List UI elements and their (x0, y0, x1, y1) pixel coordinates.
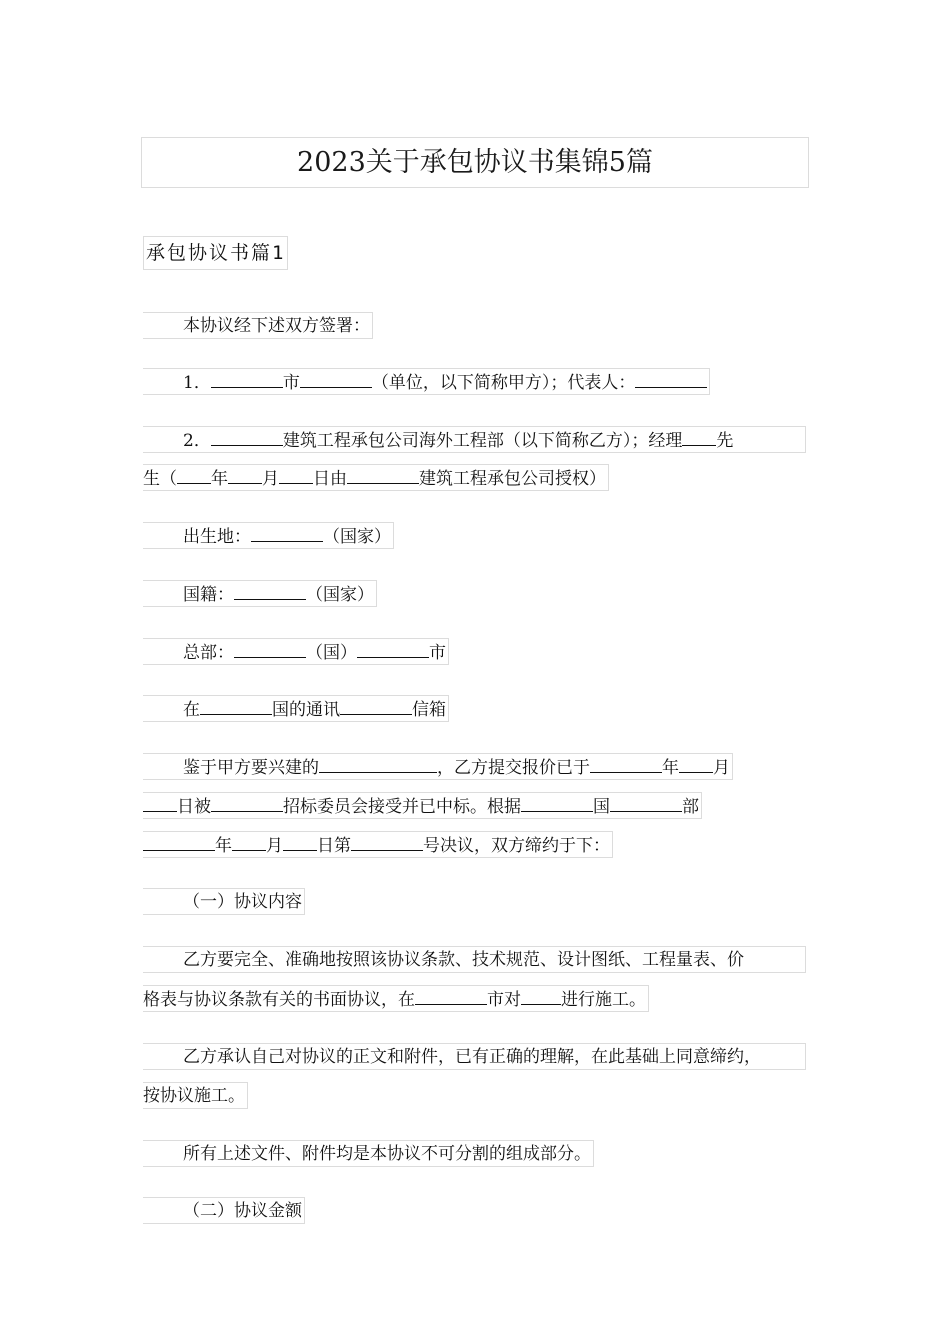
whereas-line-1 (143, 753, 733, 780)
party2-title: 先 (716, 431, 734, 451)
paragraph-text: 所有上述文件、附件均是本协议不可分割的组成部分。 (183, 1144, 591, 1164)
blank-field (521, 793, 593, 812)
whereas-line-2 (143, 792, 702, 819)
label: 出生地： (183, 527, 251, 547)
blank-field (251, 523, 323, 542)
subheading-text: （二）协议金额 (183, 1201, 302, 1221)
blank-field (679, 754, 713, 773)
blank-field (635, 369, 707, 388)
blank-field (319, 754, 437, 773)
label: 国籍： (183, 585, 234, 605)
text: （国） (306, 643, 357, 663)
blank-field (177, 465, 211, 484)
party1-number: 1． (183, 373, 211, 393)
section-heading: 承包协议书篇1 (143, 236, 288, 270)
headquarters-line (143, 638, 449, 665)
birthplace-line (143, 522, 394, 549)
party1-desc: （单位，以下简称甲方）；代表人： (371, 373, 636, 393)
text: 部 (682, 797, 699, 817)
text: 年 (662, 758, 679, 778)
mailbox-line (143, 695, 449, 722)
text: 在 (183, 700, 200, 720)
text: （国家） (323, 527, 391, 547)
party1-line (143, 368, 710, 395)
blank-field (415, 986, 487, 1005)
party2-number: 2． (183, 431, 211, 451)
text: 生（ (143, 469, 177, 489)
blank-field (234, 581, 306, 600)
blank-field (610, 793, 682, 812)
text: 进行施工。 (561, 990, 646, 1010)
content1-line-2 (143, 985, 649, 1012)
text: 建筑工程承包公司授权） (419, 469, 606, 489)
blank-field (228, 465, 262, 484)
blank-field (279, 465, 313, 484)
text: 日第 (317, 836, 351, 856)
text: 日由 (313, 469, 347, 489)
blank-field (300, 369, 372, 388)
blank-field (283, 832, 317, 851)
text: 月 (713, 758, 730, 778)
text: 招标委员会接受并已中标。根据 (283, 797, 521, 817)
text: 国 (593, 797, 610, 817)
subheading-agreement-content (143, 888, 305, 915)
text: 年 (215, 836, 232, 856)
text: （国家） (306, 585, 374, 605)
text: 月 (262, 469, 279, 489)
blank-field (232, 832, 266, 851)
text: 鉴于甲方要兴建的 (183, 758, 319, 778)
text: 日被 (177, 797, 211, 817)
blank-field (211, 793, 283, 812)
text: 格表与协议条款有关的书面协议，在 (143, 990, 415, 1010)
subheading-text: （一）协议内容 (183, 892, 302, 912)
blank-field (200, 696, 272, 715)
party2-line2 (143, 464, 609, 491)
blank-field (211, 427, 283, 446)
label: 总部： (183, 643, 234, 663)
blank-field (521, 986, 561, 1005)
blank-field (357, 639, 429, 658)
paragraph-text: 按协议施工。 (143, 1086, 245, 1106)
text: 市对 (487, 990, 521, 1010)
blank-field (340, 696, 412, 715)
text: 月 (266, 836, 283, 856)
text: ，乙方提交报价已于 (437, 758, 590, 778)
content2-line-1 (143, 1043, 806, 1070)
party1-city: 市 (282, 373, 300, 393)
text: 年 (211, 469, 228, 489)
party2-desc: 建筑工程承包公司海外工程部（以下简称乙方）；经理 (282, 431, 683, 451)
blank-field (211, 369, 283, 388)
blank-field (143, 832, 215, 851)
intro-line (143, 312, 373, 339)
party2-line (143, 426, 806, 453)
blank-field (590, 754, 662, 773)
text: 信箱 (412, 700, 446, 720)
blank-field (682, 427, 716, 446)
blank-field (351, 832, 423, 851)
paragraph-text: 乙方承认自己对协议的正文和附件，已有正确的理解，在此基础上同意缔约， (183, 1047, 761, 1067)
blank-field (143, 793, 177, 812)
document-title: 2023关于承包协议书集锦5篇 (141, 137, 809, 188)
text: 国的通讯 (272, 700, 340, 720)
paragraph-text: 乙方要完全、准确地按照该协议条款、技术规范、设计图纸、工程量表、价 (183, 950, 744, 970)
text: 号决议，双方缔约于下： (423, 836, 610, 856)
text: 市 (429, 643, 446, 663)
blank-field (234, 639, 306, 658)
subheading-agreement-amount (143, 1197, 305, 1224)
content2-line-2 (143, 1082, 248, 1109)
intro-text: 本协议经下述双方签署： (183, 316, 370, 336)
content3-line (143, 1140, 594, 1167)
blank-field (347, 465, 419, 484)
nationality-line (143, 580, 377, 607)
whereas-line-3 (143, 831, 613, 858)
content1-line-1 (143, 946, 806, 973)
